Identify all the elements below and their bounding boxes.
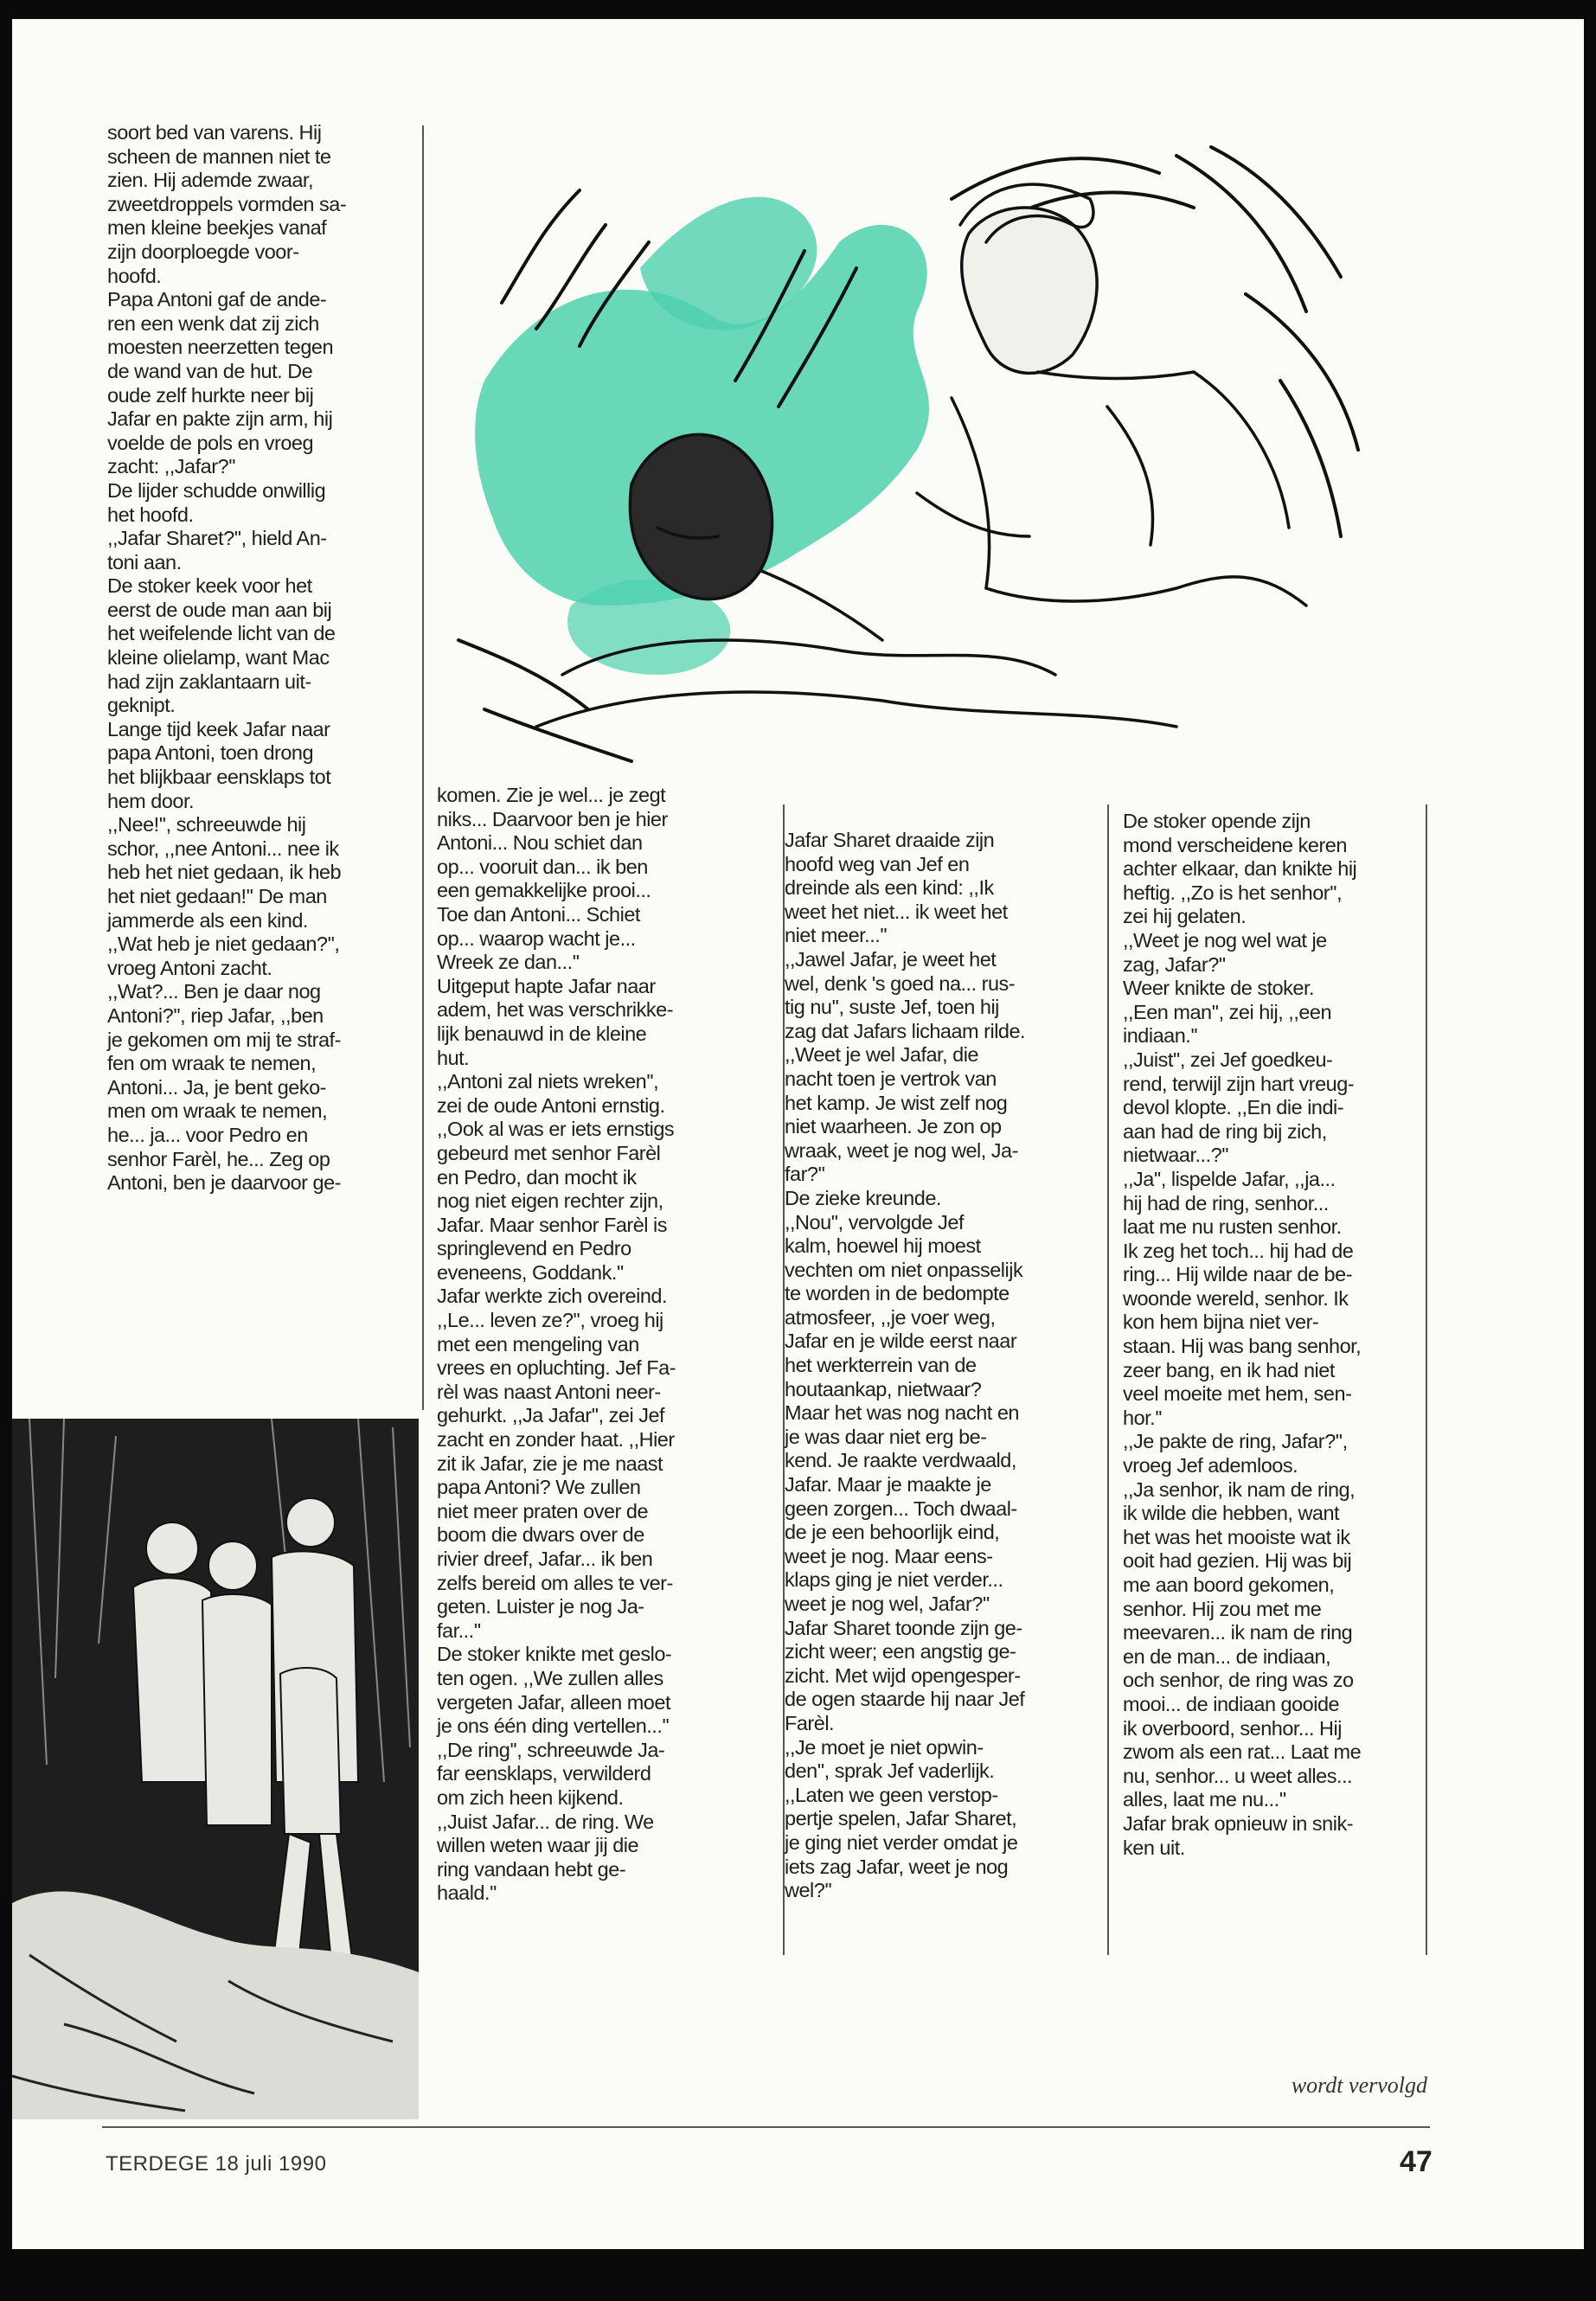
text-line: ,,Je pakte de ring, Jafar?'',	[1123, 1430, 1348, 1453]
text-line: Jafar en je wilde eerst naar	[785, 1330, 1017, 1353]
text-line: De stoker knikte met geslo-	[437, 1643, 672, 1666]
text-line: zeer bang, en ik had niet	[1123, 1358, 1335, 1381]
text-line: zweetdroppels vormden sa-	[107, 192, 347, 215]
text-line: kleine olielamp, want Mac	[107, 646, 330, 670]
text-line: kend. Je raakte verdwaald,	[785, 1449, 1016, 1472]
text-line: nog niet eigen rechter zijn,	[437, 1189, 663, 1213]
text-line: ,,Le... leven ze?'', vroeg hij	[437, 1309, 663, 1332]
text-line: hem door.	[107, 789, 195, 812]
text-line: far?''	[785, 1163, 825, 1186]
text-line: ooit had gezien. Hij was bij	[1123, 1549, 1352, 1573]
text-line: iets zag Jafar, weet je nog	[785, 1855, 1009, 1878]
scan-border-right	[1584, 0, 1596, 2301]
text-line: ring... Hij wilde naar de be-	[1123, 1263, 1353, 1286]
text-line: zijn doorploegde voor-	[107, 240, 299, 263]
text-line: De zieke kreunde.	[785, 1186, 941, 1209]
text-line: De stoker keek voor het	[107, 574, 312, 598]
text-line: me aan boord gekomen,	[1123, 1574, 1335, 1596]
text-line: soort bed van varens. Hij	[107, 121, 322, 144]
text-line: ,,De ring'', schreeuwde Ja-	[437, 1738, 665, 1761]
text-line: op... vooruit dan... ik ben	[437, 855, 648, 878]
text-line: niet waarheen. Je zon op	[785, 1115, 1002, 1138]
text-line: Jafar Sharet draaide zijn	[785, 829, 995, 851]
text-line: wel, denk 's goed na... rus-	[785, 971, 1016, 995]
text-line: en de man... de indiaan,	[1123, 1644, 1331, 1668]
text-line: houtaankap, nietwaar?	[785, 1377, 982, 1400]
text-line: senhor Farèl, he... Zeg op	[107, 1147, 330, 1170]
text-line: geen zorgen... Toch dwaal-	[785, 1497, 1017, 1520]
text-line: atmosfeer, ,,je voer weg,	[785, 1305, 996, 1329]
column-1-text	[107, 121, 419, 1195]
magazine-date: TERDEGE 18 juli 1990	[106, 2152, 327, 2176]
text-line: far...''	[437, 1618, 481, 1642]
text-line: weet je nog. Maar eens-	[785, 1544, 993, 1567]
text-line: geten. Luister je nog Ja-	[437, 1595, 644, 1618]
text-line: zacht: ,,Jafar?''	[107, 455, 236, 478]
text-line: zwom als een rat... Laat me	[1123, 1740, 1362, 1764]
text-line: een gemakkelijke prooi...	[437, 879, 651, 902]
text-line: Toe dan Antoni... Schiet	[437, 902, 640, 926]
text-line: scheen de mannen niet te	[107, 144, 331, 168]
text-line: klaps ging je niet verder...	[785, 1568, 1003, 1592]
text-line: vechten om niet onpasselijk	[785, 1258, 1023, 1281]
column-rule-3	[1107, 804, 1109, 1955]
text-line: ren een wenk dat zij zich	[107, 311, 319, 335]
text-line: zei hij gelaten.	[1123, 905, 1247, 928]
text-line: wraak, weet je nog wel, Ja-	[785, 1138, 1018, 1162]
text-line: op... waarop wacht je...	[437, 926, 636, 950]
text-line: zelfs bereid om alles te ver-	[437, 1571, 673, 1594]
text-line: Maar het was nog nacht en	[785, 1401, 1019, 1425]
text-line: eerst de oude man aan bij	[107, 598, 332, 621]
text-line: ,,Ook al was er iets ernstigs	[437, 1118, 675, 1141]
text-line: indiaan.''	[1123, 1024, 1198, 1048]
text-line: ,,Ja senhor, ik nam de ring,	[1123, 1477, 1356, 1501]
column-rule-1	[422, 125, 424, 1410]
text-line: mooi... de indiaan gooide	[1123, 1692, 1340, 1715]
text-line: fen om wraak te nemen,	[107, 1052, 317, 1075]
text-line: ,,Jawel Jafar, je weet het	[785, 947, 997, 971]
text-line: den'', sprak Jef vaderlijk.	[785, 1759, 995, 1783]
text-line: ik wilde die hebben, want	[1123, 1502, 1340, 1525]
text-line: ,,Juist'', zei Jef goedkeu-	[1123, 1048, 1333, 1071]
text-line: gebeurd met senhor Farèl	[437, 1141, 661, 1164]
page-number: 47	[1400, 2145, 1433, 2178]
text-line: je ging niet verder omdat je	[785, 1830, 1018, 1854]
text-line: wel?''	[785, 1879, 832, 1902]
text-line: och senhor, de ring was zo	[1123, 1669, 1354, 1692]
text-line: Lange tijd keek Jafar naar	[107, 717, 330, 740]
text-line: vergeten Jafar, alleen moet	[437, 1690, 670, 1714]
text-line: geknipt.	[107, 694, 176, 717]
text-line: heftig. ,,Zo is het senhor'',	[1123, 881, 1343, 904]
text-line: je gekomen om mij te straf-	[107, 1028, 341, 1051]
text-line: zag, Jafar?''	[1123, 952, 1226, 976]
text-line: Ik zeg het toch... hij had de	[1123, 1239, 1354, 1262]
text-line: Jafar werkte zich overeind.	[437, 1285, 668, 1308]
text-line: rivier dreef, Jafar... ik ben	[437, 1548, 653, 1570]
text-line: komen. Zie je wel... je zegt	[437, 784, 666, 806]
text-line: ,,Jafar Sharet?'', hield An-	[107, 527, 327, 550]
scan-border-bottom	[0, 2249, 1596, 2301]
text-line: kon hem bijna niet ver-	[1123, 1311, 1319, 1334]
text-line: weet je nog wel, Jafar?''	[785, 1593, 990, 1615]
text-line: het werkterrein van de	[785, 1354, 977, 1377]
group-illustration	[12, 1419, 419, 2119]
text-line: De lijder schudde onwillig	[107, 478, 326, 502]
text-line: Antoni?'', riep Jafar, ,,ben	[107, 1003, 324, 1027]
text-line: het weifelende licht van de	[107, 622, 336, 645]
text-line: woonde wereld, senhor. Ik	[1123, 1286, 1349, 1310]
text-line: laat me nu rusten senhor.	[1123, 1215, 1342, 1239]
text-line: achter elkaar, dan knikte hij	[1123, 857, 1357, 881]
text-line: Jafar. Maar je maakte je	[785, 1473, 991, 1497]
text-line: gehurkt. ,,Ja Jafar'', zei Jef	[437, 1404, 665, 1427]
text-line: zien. Hij ademde zwaar,	[107, 169, 313, 192]
text-line: aan had de ring bij zich,	[1123, 1119, 1327, 1143]
text-line: kalm, hoewel hij moest	[785, 1234, 981, 1258]
text-line: Papa Antoni gaf de ande-	[107, 288, 327, 311]
text-line: willen weten waar jij die	[437, 1834, 639, 1857]
text-line: je was daar niet erg be-	[785, 1425, 987, 1448]
text-line: met een mengeling van	[437, 1332, 639, 1356]
column-rule-4	[1426, 804, 1427, 1955]
text-line: haald.''	[437, 1881, 497, 1905]
text-line: ,,Nou'', vervolgde Jef	[785, 1210, 964, 1234]
text-line: dreinde als een kind: ,,Ik	[785, 876, 994, 900]
text-line: nu, senhor... u weet alles...	[1123, 1764, 1353, 1787]
text-line: ik overboord, senhor... Hij	[1123, 1716, 1342, 1740]
text-line: De stoker opende zijn	[1123, 810, 1311, 832]
text-line: het was het mooiste wat ik	[1123, 1525, 1350, 1548]
text-line: staan. Hij was bang senhor,	[1123, 1335, 1362, 1358]
text-line: je ons één ding vertellen...''	[437, 1715, 670, 1738]
text-line: ,,Weet je wel Jafar, die	[785, 1043, 978, 1067]
text-line: ,,Ja'', lispelde Jafar, ,,ja...	[1123, 1167, 1336, 1190]
text-line: om zich heen kijkend.	[437, 1785, 624, 1809]
text-line: veel moeite met hem, sen-	[1123, 1382, 1352, 1406]
text-line: ken uit.	[1123, 1836, 1185, 1859]
text-line: het niet gedaan!'' De man	[107, 885, 327, 907]
scan-border-left	[0, 0, 12, 2301]
text-line: lijk benauwd in de kleine	[437, 1022, 647, 1045]
text-line: Jafar brak opnieuw in snik-	[1123, 1811, 1354, 1835]
text-line: men om wraak te nemen,	[107, 1099, 328, 1123]
text-line: hor.''	[1123, 1406, 1163, 1429]
text-line: Antoni... Nou schiet dan	[437, 831, 643, 855]
text-line: ten ogen. ,,We zullen alles	[437, 1666, 663, 1689]
text-line: boom die dwars over de	[437, 1523, 644, 1547]
text-line: ,,Wat?... Ben je daar nog	[107, 980, 321, 1003]
text-line: oude zelf hurkte neer bij	[107, 383, 314, 407]
text-line: ,,Weet je nog wel wat je	[1123, 928, 1327, 952]
text-line: springlevend en Pedro	[437, 1237, 631, 1260]
text-line: jammerde als een kind.	[107, 908, 308, 932]
text-line: devol klopte. ,,En die indi-	[1123, 1096, 1344, 1119]
continued-label: wordt vervolgd	[1291, 2073, 1427, 2098]
text-line: mond verscheidene keren	[1123, 833, 1347, 856]
text-line: hoofd weg van Jef en	[785, 852, 970, 875]
text-line: de ogen staarde hij naar Jef	[785, 1688, 1025, 1711]
text-line: ,,Een man'', zei hij, ,,een	[1123, 1000, 1332, 1023]
text-line: heb het niet gedaan, ik heb	[107, 861, 342, 884]
text-line: hij had de ring, senhor...	[1123, 1191, 1329, 1215]
text-line: Jafar Sharet toonde zijn ge-	[785, 1616, 1022, 1639]
text-line: zicht. Met wijd opengesper-	[785, 1663, 1021, 1687]
text-line: ring vandaan hebt ge-	[437, 1857, 626, 1881]
text-line: rèl was naast Antoni neer-	[437, 1380, 661, 1403]
text-line: ,,Wat heb je niet gedaan?'',	[107, 933, 340, 956]
text-line: Antoni... Ja, je bent geko-	[107, 1075, 326, 1099]
text-line: eveneens, Goddank.''	[437, 1260, 624, 1284]
text-line: hoofd.	[107, 264, 162, 287]
text-line: papa Antoni, toen drong	[107, 741, 314, 765]
main-illustration	[433, 121, 1427, 796]
text-line: adem, het was verschrikke-	[437, 998, 674, 1022]
column-2-text	[437, 784, 783, 1906]
text-line: Antoni, ben je daarvoor ge-	[107, 1171, 341, 1195]
text-line: en Pedro, dan mocht ik	[437, 1165, 637, 1189]
text-line: Wreek ze dan...''	[437, 951, 580, 974]
text-line: ,,Antoni zal niets wreken'',	[437, 1070, 659, 1093]
text-line: vroeg Antoni zacht.	[107, 956, 272, 979]
text-line: papa Antoni? We zullen	[437, 1476, 641, 1499]
text-line: niet meer...''	[785, 924, 888, 947]
text-line: schor, ,,nee Antoni... nee ik	[107, 836, 339, 860]
text-line: niet meer praten over de	[437, 1499, 649, 1522]
text-line: he... ja... voor Pedro en	[107, 1123, 308, 1146]
text-line: Weer knikte de stoker.	[1123, 977, 1315, 1000]
text-line: alles, laat me nu...''	[1123, 1788, 1286, 1811]
bottom-rule	[102, 2126, 1430, 2128]
text-line: ,,Laten we geen verstop-	[785, 1783, 998, 1806]
text-line: senhor. Hij zou met me	[1123, 1597, 1322, 1620]
text-line: Farèl.	[785, 1711, 835, 1734]
text-line: zag dat Jafars lichaam rilde.	[785, 1019, 1026, 1042]
column-3-text	[785, 829, 1106, 1903]
column-4-text	[1123, 810, 1426, 1860]
text-line: voelde de pols en vroeg	[107, 431, 314, 454]
text-line: niks... Daarvoor ben je hier	[437, 807, 668, 830]
text-line: vroeg Jef ademloos.	[1123, 1454, 1298, 1477]
text-line: toni aan.	[107, 550, 182, 574]
text-line: nietwaar...?''	[1123, 1144, 1229, 1167]
text-line: het hoofd.	[107, 503, 194, 526]
text-line: het blijkbaar eensklaps tot	[107, 766, 331, 789]
text-line: ,,Je moet je niet opwin-	[785, 1735, 984, 1759]
text-line: vrees en opluchting. Jef Fa-	[437, 1356, 676, 1380]
text-line: hut.	[437, 1046, 470, 1069]
text-line: de je een behoorlijk eind,	[785, 1521, 1000, 1544]
text-line: het kamp. Je wist zelf nog	[785, 1091, 1008, 1114]
text-line: Jafar en pakte zijn arm, hij	[107, 407, 333, 431]
text-line: de wand van de hut. De	[107, 359, 313, 382]
text-line: Uitgeput hapte Jafar naar	[437, 974, 656, 997]
text-line: had zijn zaklantaarn uit-	[107, 670, 311, 693]
text-line: men kleine beekjes vanaf	[107, 216, 327, 240]
text-line: zei de oude Antoni ernstig.	[437, 1093, 665, 1117]
scan-border-top	[0, 0, 1596, 19]
text-line: moesten neerzetten tegen	[107, 336, 334, 359]
text-line: far eensklaps, verwilderd	[437, 1762, 651, 1785]
text-line: ,,Nee!'', schreeuwde hij	[107, 813, 306, 836]
text-line: zacht en zonder haat. ,,Hier	[437, 1428, 675, 1452]
text-line: zicht weer; een angstig ge-	[785, 1640, 1016, 1663]
text-line: meevaren... ik nam de ring	[1123, 1621, 1353, 1644]
text-line: nacht toen je vertrok van	[785, 1067, 997, 1090]
text-line: tig nu'', suste Jef, toen hij	[785, 996, 999, 1019]
text-line: ,,Juist Jafar... de ring. We	[437, 1810, 654, 1833]
text-line: pertje spelen, Jafar Sharet,	[785, 1807, 1017, 1830]
text-line: rend, terwijl zijn hart vreug-	[1123, 1072, 1355, 1095]
text-line: zit ik Jafar, zie je me naast	[437, 1452, 663, 1475]
text-line: Jafar. Maar senhor Farèl is	[437, 1213, 667, 1236]
text-line: te worden in de bedompte	[785, 1282, 1010, 1305]
text-line: weet het niet... ik weet het	[785, 900, 1008, 923]
